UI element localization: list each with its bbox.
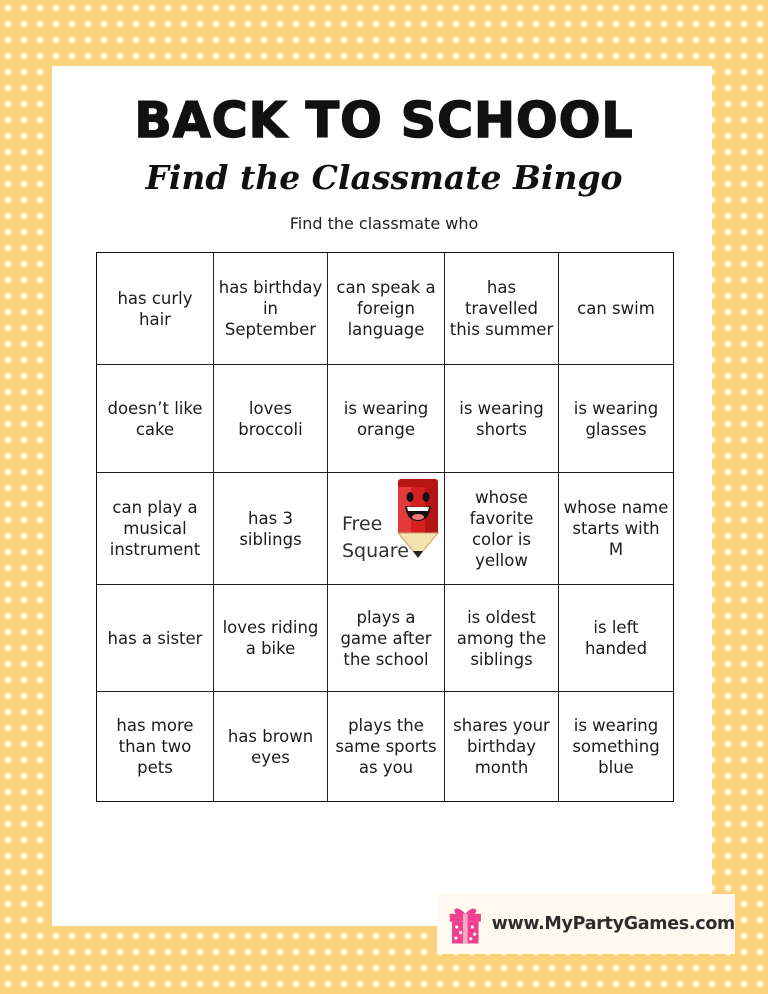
bingo-cell xyxy=(328,692,445,801)
intro-text: Find the classmate who xyxy=(289,214,479,233)
bingo-grid xyxy=(96,252,674,802)
bingo-cell xyxy=(97,365,214,473)
bingo-cell-text: has a sister xyxy=(107,628,203,648)
page-title: BACK TO SCHOOL xyxy=(134,92,634,149)
bingo-cell xyxy=(214,692,328,801)
bingo-cell-text: whose favorite color is yellow xyxy=(469,487,534,570)
bingo-cell-text: whose name starts with M xyxy=(563,498,669,559)
page-subtitle: Find the Classmate Bingo xyxy=(145,158,623,197)
bingo-cell-text: is wearing something blue xyxy=(572,716,660,777)
bingo-cell xyxy=(559,692,673,801)
bingo-cell xyxy=(328,365,445,473)
bingo-cell-text: has curly hair xyxy=(117,288,193,329)
bingo-cell xyxy=(97,253,214,365)
bingo-cell xyxy=(445,365,559,473)
bingo-cell xyxy=(559,473,673,585)
bingo-cell xyxy=(445,692,559,801)
bingo-cell xyxy=(97,585,214,692)
bingo-cell-text: is oldest among the siblings xyxy=(456,607,547,669)
bingo-cell-text: has brown eyes xyxy=(227,726,314,767)
bingo-cell-text: can play a musical instrument xyxy=(109,498,201,559)
free-square-line2: Square xyxy=(342,540,409,562)
bingo-cell-text: has travelled this summer xyxy=(449,278,554,339)
bingo-cell-text: can swim xyxy=(577,299,655,318)
bingo-cell xyxy=(445,473,559,585)
bingo-cell-text: is wearing shorts xyxy=(459,398,544,439)
bingo-cell-text: is wearing glasses xyxy=(573,398,659,439)
bingo-cell xyxy=(559,365,673,473)
bingo-cell-text: doesn’t like cake xyxy=(107,398,203,439)
bingo-cell-text: plays the same sports as you xyxy=(335,716,437,777)
bingo-cell-text: is wearing orange xyxy=(343,398,429,439)
free-square-line1: Free xyxy=(342,513,383,535)
free-square-cell xyxy=(328,473,445,585)
bingo-cell xyxy=(445,253,559,365)
bingo-cell-text: is left handed xyxy=(584,618,648,658)
site-url: www.MyPartyGames.com xyxy=(491,914,735,934)
footer-banner xyxy=(437,894,735,954)
bingo-cell-text: has birthday in September xyxy=(218,278,323,339)
bingo-cell xyxy=(559,585,673,692)
gift-box-icon xyxy=(445,897,486,951)
bingo-cell-text: has 3 siblings xyxy=(239,508,302,549)
bingo-cell xyxy=(214,585,328,692)
bingo-cell-text: loves broccoli xyxy=(238,398,303,439)
pencil-mascot-icon xyxy=(394,477,442,561)
bingo-cell-text: can speak a foreign language xyxy=(336,278,436,339)
bingo-cell xyxy=(97,473,214,585)
bingo-cell-text: loves riding a bike xyxy=(222,618,319,658)
bingo-cell-text: plays a game after the school xyxy=(340,607,432,669)
bingo-cell xyxy=(328,585,445,692)
bingo-cell xyxy=(214,473,328,585)
bingo-cell xyxy=(214,365,328,473)
bingo-cell xyxy=(97,692,214,801)
bingo-cell xyxy=(214,253,328,365)
bingo-cell-text: shares your birthday month xyxy=(453,716,550,777)
bingo-cell xyxy=(328,253,445,365)
bingo-cell xyxy=(445,585,559,692)
bingo-cell-text: has more than two pets xyxy=(116,716,194,777)
bingo-cell xyxy=(559,253,673,365)
